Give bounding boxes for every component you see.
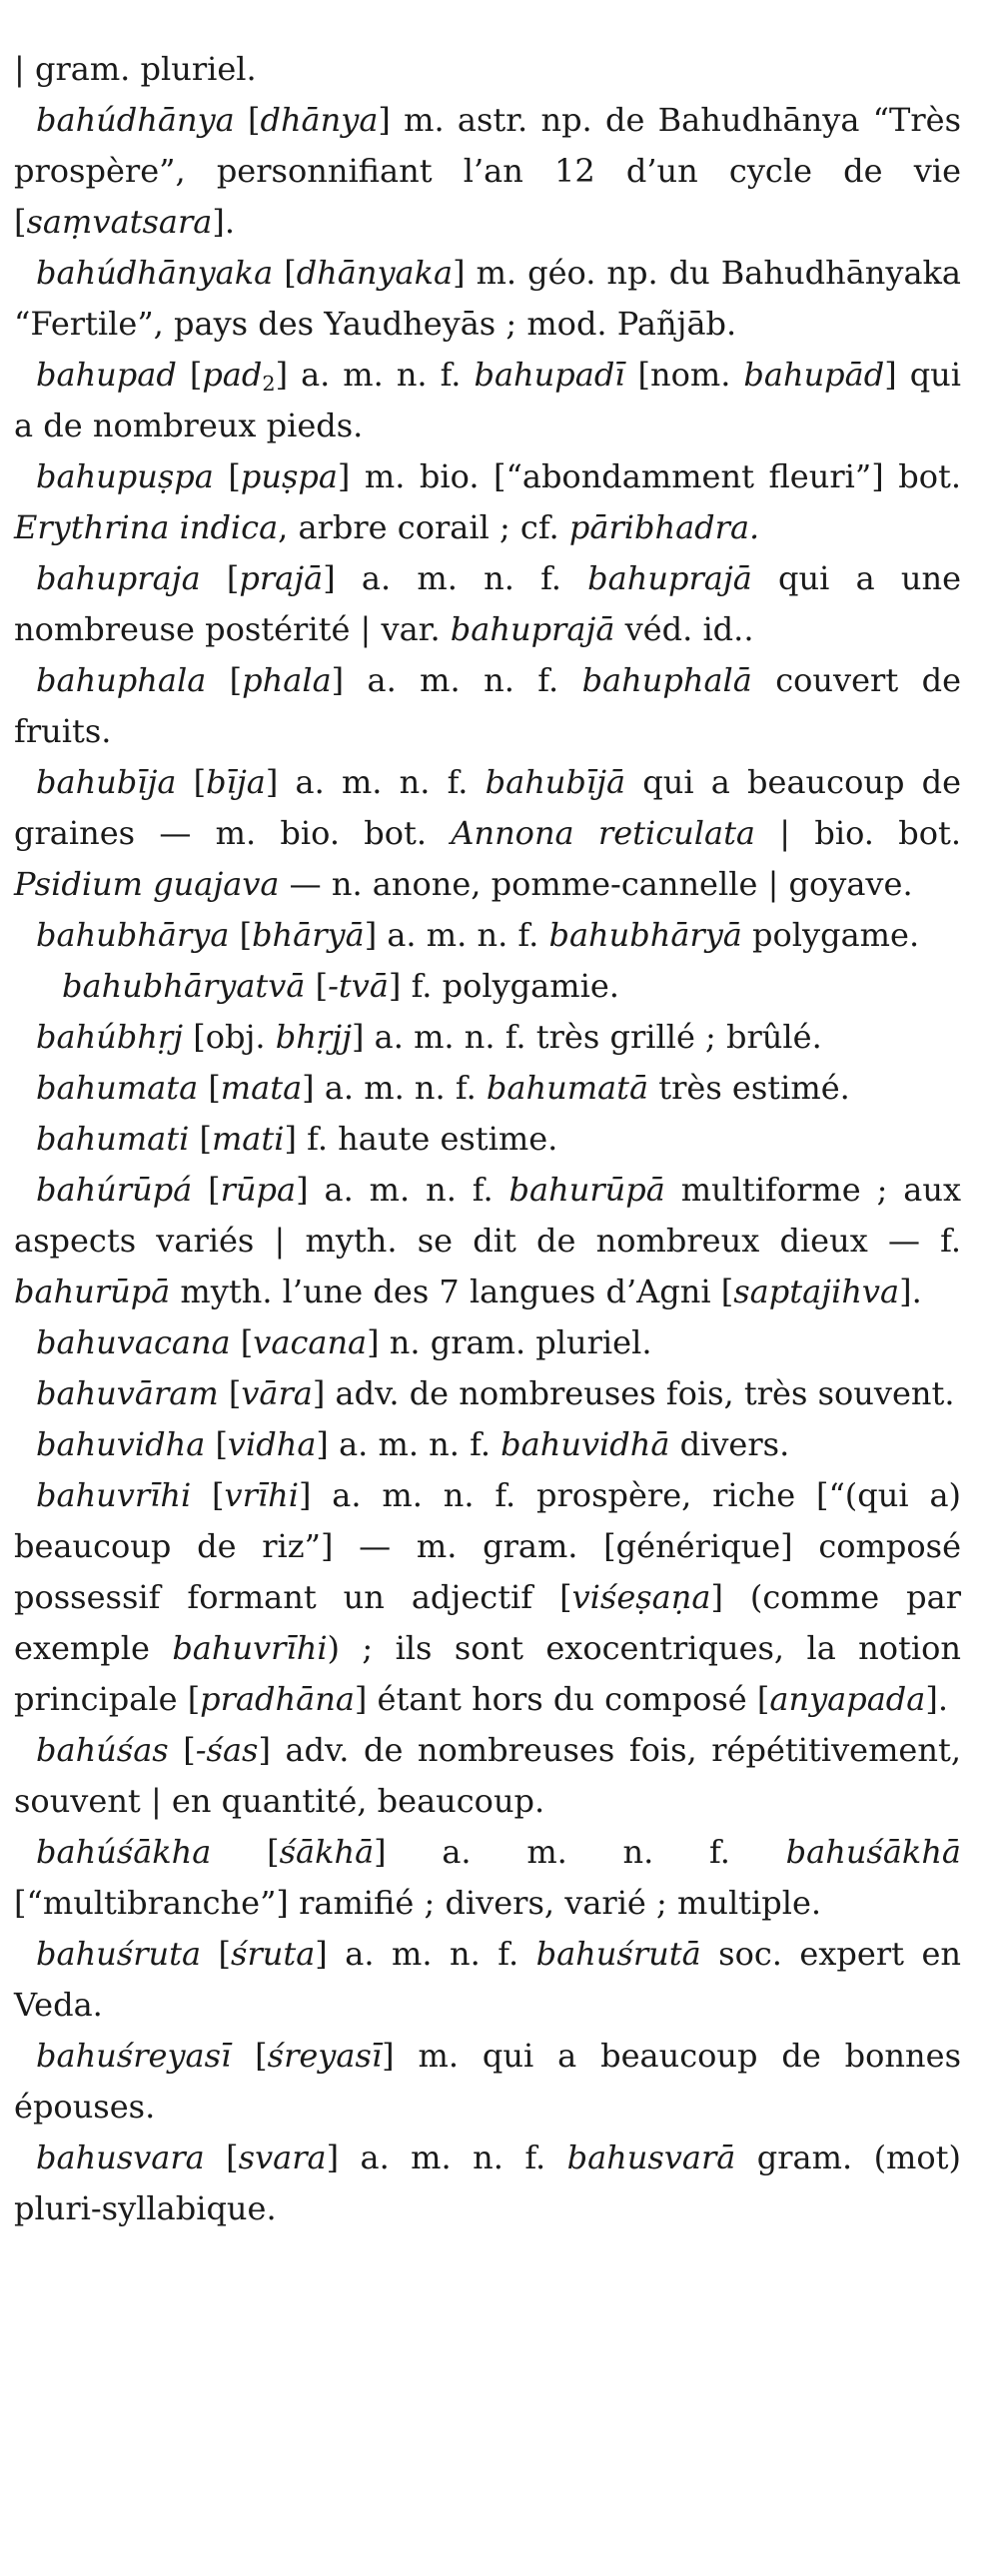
italic-term: pradhāna	[200, 1680, 355, 1718]
entry-text: polygame.	[741, 916, 920, 954]
entry-text: ] a. m. n. f.	[316, 1425, 501, 1463]
headword: bahúrūpá	[36, 1171, 193, 1209]
italic-term: Annona reticulata	[451, 814, 756, 852]
entry-text: ] adv. de nombreuses fois, très souvent.	[312, 1374, 955, 1412]
italic-term: bahupād	[743, 356, 885, 394]
dictionary-entry	[14, 1827, 961, 1929]
headword: bahusvara	[36, 2139, 205, 2176]
italic-term: bahurūpā	[508, 1171, 665, 1209]
dictionary-entry	[14, 757, 961, 910]
dictionary-entry	[14, 1012, 961, 1063]
dictionary-entry	[14, 350, 961, 451]
dictionary-entry	[14, 1725, 961, 1827]
entry-text: ] m. bio. [“abondamment fleuri”] bot.	[337, 457, 961, 495]
italic-term: dhānyaka	[296, 254, 454, 292]
italic-term: bahuvrīhi	[172, 1629, 328, 1667]
entry-text: | gram. pluriel.	[14, 50, 257, 88]
dictionary-entry	[14, 1114, 961, 1165]
italic-term: pad	[202, 356, 263, 394]
dictionary-entry	[14, 1165, 961, 1317]
entry-text: ] m. qui a beaucoup de bonnes épouses.	[14, 2037, 962, 2126]
dictionary-entry	[14, 553, 961, 655]
entry-text: qui a une nombreuse postérité | var.	[14, 559, 962, 648]
entry-text: ] a. m. n. f.	[275, 356, 475, 394]
italic-term: puṣpa	[240, 457, 338, 495]
entry-text: ] m. astr. np. de Bahudhānya “Très prospère”, personnifiant l’an 12 d’un cycle de vie [	[14, 101, 961, 241]
entry-text: [	[189, 1120, 212, 1158]
entry-text: ] a. m. n. f.	[302, 1069, 487, 1107]
entry-text: [	[176, 356, 203, 394]
entry-text: ] f. polygamie.	[388, 967, 619, 1005]
headword: bahubīja	[36, 763, 177, 801]
italic-term: viśeṣaṇa	[571, 1578, 711, 1616]
italic-term: -tvā	[328, 967, 389, 1005]
dictionary-entry	[14, 910, 961, 961]
headword: bahumata	[36, 1069, 199, 1107]
entry-text: [	[204, 2139, 239, 2176]
dictionary-entry	[14, 95, 961, 248]
italic-term: bhṛjj	[275, 1018, 352, 1056]
homonym-subscript: 2	[262, 372, 276, 397]
headword: bahuvāram	[36, 1374, 219, 1412]
entry-text: [	[200, 559, 240, 597]
italic-term: śākhā	[279, 1833, 375, 1871]
italic-term: bahurūpā	[14, 1273, 171, 1310]
dictionary-page	[14, 44, 961, 2234]
entry-text: ] a. m. n. f.	[326, 2139, 567, 2176]
entry-text: ] m. géo. np. du Bahudhānyaka “Fertile”, pays des Yaudheyās ; mod. Pañjāb.	[14, 254, 962, 343]
italic-term: Psidium guajava	[14, 865, 280, 903]
headword: bahuśruta	[36, 1935, 202, 1973]
entry-text: ] étant hors du composé [	[354, 1680, 770, 1718]
italic-term: bahubhāryā	[548, 916, 742, 954]
entry-text: [	[230, 1323, 254, 1361]
headword: bahumati	[36, 1120, 190, 1158]
dictionary-entry	[14, 961, 961, 1012]
entry-text: ] a. m. n. f.	[315, 1935, 536, 1973]
italic-term: pāribhadra.	[568, 508, 760, 546]
italic-term: dhānya	[260, 101, 379, 139]
headword: bahuphala	[36, 661, 207, 699]
dictionary-entry	[14, 1470, 961, 1725]
entry-text: ] a. m. n. f. très grillé ; brûlé.	[352, 1018, 822, 1056]
dictionary-entry	[14, 1419, 961, 1470]
headword: bahupuṣpa	[36, 457, 214, 495]
entry-text: très estimé.	[648, 1069, 850, 1107]
entry-text: ] a. m. n. f.	[296, 1171, 509, 1209]
entry-text: ] adv. de nombreuses fois, répétitivement, souvent | en quantité, beaucoup.	[14, 1731, 962, 1820]
entry-text: [	[234, 101, 261, 139]
italic-term: rūpa	[220, 1171, 297, 1209]
entry-text: , arbre corail ; cf.	[278, 508, 569, 546]
italic-term: mati	[211, 1120, 285, 1158]
entry-text: [	[205, 1425, 228, 1463]
entry-text: qui a beaucoup de graines — m. bio. bot.	[14, 763, 962, 852]
italic-term: bahumatā	[486, 1069, 649, 1107]
headword: bahúdhānya	[36, 101, 235, 139]
entry-text: [“multibranche”] ramifié ; divers, varié ; multiple.	[14, 1884, 822, 1922]
entry-text: [	[176, 763, 207, 801]
italic-term: -śas	[195, 1731, 259, 1769]
italic-term: bīja	[206, 763, 266, 801]
entry-text: multiforme ; aux aspects variés | myth. se dit de nombreux dieux — f.	[14, 1171, 961, 1260]
dictionary-entry	[14, 451, 961, 553]
dictionary-entry	[14, 1929, 961, 2031]
entry-text: | bio. bot.	[755, 814, 962, 852]
italic-term: svara	[238, 2139, 327, 2176]
italic-term: vrīhi	[224, 1476, 299, 1514]
entry-text: ] a. m. n. f. prospère, riche [“(qui a) beaucoup de riz”] — m. gram. [générique] composé possessif formant un adjectif [	[14, 1476, 962, 1616]
headword: bahuvidha	[36, 1425, 206, 1463]
entry-text: soc. expert en Veda.	[14, 1935, 961, 2024]
entry-text: [	[218, 1374, 242, 1412]
italic-term: bahuśākhā	[785, 1833, 961, 1871]
italic-term: anyapada	[769, 1680, 926, 1718]
entry-text: [nom.	[624, 356, 744, 394]
entry-text: couvert de fruits.	[14, 661, 962, 750]
headword: bahúdhānyaka	[36, 254, 274, 292]
italic-term: śruta	[231, 1935, 316, 1973]
dictionary-entry	[14, 2133, 961, 2234]
italic-term: vāra	[241, 1374, 313, 1412]
entry-text: [	[206, 661, 243, 699]
entry-text: [	[273, 254, 297, 292]
italic-term: bahuprajā	[450, 610, 615, 648]
dictionary-entry	[14, 655, 961, 757]
entry-text: ].	[212, 203, 236, 241]
italic-term: Erythrina indica	[14, 508, 279, 546]
dictionary-entry	[14, 2031, 961, 2133]
italic-term: prajā	[239, 559, 324, 597]
entry-text: véd. id..	[614, 610, 754, 648]
entry-text: myth. l’une des 7 langues d’Agni [	[170, 1273, 734, 1310]
dictionary-entry	[14, 1368, 961, 1419]
entry-text: ].	[899, 1273, 922, 1310]
dictionary-entry	[14, 1063, 961, 1114]
italic-term: vidha	[227, 1425, 317, 1463]
entry-text: ] a. m. n. f.	[374, 1833, 786, 1871]
italic-term: bahusvarā	[566, 2139, 736, 2176]
entry-text: [	[211, 1833, 280, 1871]
headword: bahuvacana	[36, 1323, 231, 1361]
entry-text: [	[198, 1069, 221, 1107]
headword: bahúśas	[36, 1731, 169, 1769]
entry-text: [	[305, 967, 329, 1005]
italic-term: bahupadī	[474, 356, 625, 394]
entry-text: [	[201, 1935, 232, 1973]
entry-text: ] a. m. n. f.	[265, 763, 486, 801]
dictionary-entry	[14, 248, 961, 350]
entry-text: [	[192, 1171, 221, 1209]
entry-text: divers.	[669, 1425, 790, 1463]
headword: bahupad	[36, 356, 177, 394]
entry-text: [	[229, 916, 253, 954]
entry-text: gram. (mot) pluri-syllabique.	[14, 2139, 961, 2227]
entry-text: — n. anone, pomme-cannelle | goyave.	[279, 865, 913, 903]
entry-text: [	[191, 1476, 225, 1514]
dictionary-entry	[14, 44, 961, 95]
headword: bahubhāryatvā	[62, 967, 306, 1005]
entry-text: ] f. haute estime.	[284, 1120, 558, 1158]
entry-text: [	[213, 457, 241, 495]
entry-text: [	[231, 2037, 268, 2075]
italic-term: bahubījā	[485, 763, 626, 801]
dictionary-entry	[14, 1317, 961, 1368]
headword: bahupraja	[36, 559, 201, 597]
headword: bahuvrīhi	[36, 1476, 192, 1514]
italic-term: bahuvidhā	[500, 1425, 670, 1463]
entry-text: ] a. m. n. f.	[331, 661, 582, 699]
italic-term: bahuśrutā	[535, 1935, 701, 1973]
italic-term: bahuprajā	[587, 559, 752, 597]
italic-term: śreyasī	[267, 2037, 383, 2075]
entry-text: ] a. m. n. f.	[364, 916, 549, 954]
entry-text: ] n. gram. pluriel.	[367, 1323, 652, 1361]
italic-term: mata	[220, 1069, 303, 1107]
entry-text: [obj.	[183, 1018, 276, 1056]
entry-text: ] (comme par exemple	[14, 1578, 961, 1667]
entry-text: ].	[925, 1680, 949, 1718]
italic-term: bhāryā	[252, 916, 365, 954]
entry-text: [	[168, 1731, 196, 1769]
italic-term: saṃvatsara	[26, 203, 213, 241]
italic-term: bahuphalā	[581, 661, 752, 699]
entry-text: ] a. m. n. f.	[323, 559, 588, 597]
headword: bahúbhṛj	[36, 1018, 184, 1056]
headword: bahúśākha	[36, 1833, 212, 1871]
entry-text: ] qui a de nombreux pieds.	[14, 356, 962, 444]
headword: bahuśreyasī	[36, 2037, 232, 2075]
headword: bahubhārya	[36, 916, 230, 954]
entry-text: ) ; ils sont exocentriques, la notion principale [	[14, 1629, 962, 1718]
italic-term: vacana	[253, 1323, 368, 1361]
italic-term: saptajihva	[733, 1273, 900, 1310]
italic-term: phala	[242, 661, 332, 699]
